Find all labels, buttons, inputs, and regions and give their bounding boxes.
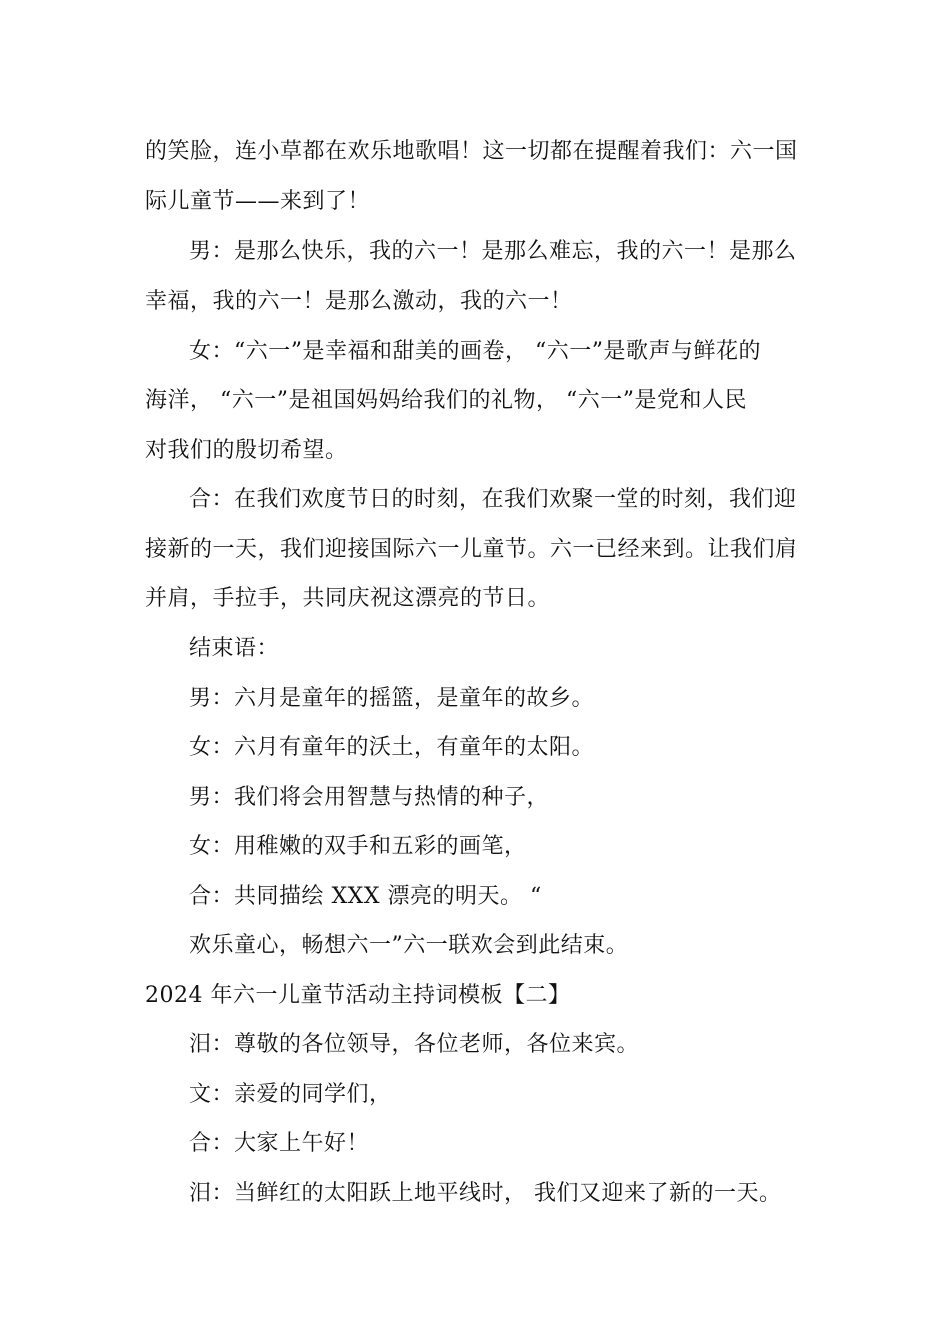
paragraph-line: 的笑脸，连小草都在欢乐地歌唱！这一切都在提醒着我们：六一国 xyxy=(145,139,798,164)
paragraph-line: 男：六月是童年的摇篮，是童年的故乡。 xyxy=(189,686,595,711)
paragraph-line: 对我们的殷切希望。 xyxy=(145,438,348,463)
paragraph-line: 文：亲爱的同学们， xyxy=(189,1082,392,1107)
paragraph-line: 男：我们将会用智慧与热情的种子， xyxy=(189,785,550,810)
paragraph-line: 女：六月有童年的沃土，有童年的太阳。 xyxy=(189,735,595,760)
paragraph-line: 合：在我们欢度节日的时刻，在我们欢聚一堂的时刻，我们迎 xyxy=(189,487,797,512)
paragraph-line: 合：共同描绘 XXX 漂亮的明天。 “ xyxy=(189,884,542,909)
paragraph-line: 汨：尊敬的各位领导，各位老师，各位来宾。 xyxy=(189,1032,640,1057)
paragraph-line: 汨：当鲜红的太阳跃上地平线时， 我们又迎来了新的一天。 xyxy=(189,1181,782,1206)
paragraph-line: 海洋， “六一”是祖国妈妈给我们的礼物， “六一”是党和人民 xyxy=(145,388,747,413)
paragraph-line: 欢乐童心，畅想六一”六一联欢会到此结束。 xyxy=(189,933,629,958)
paragraph-line: 幸福，我的六一！是那么激动，我的六一！ xyxy=(145,289,573,314)
paragraph-line: 合：大家上午好！ xyxy=(189,1131,370,1156)
paragraph-line: 女：用稚嫩的双手和五彩的画笔， xyxy=(189,834,527,859)
document-title: 2024 年六一儿童节活动主持词模板【二】 xyxy=(145,983,571,1008)
paragraph-line: 并肩，手拉手，共同庆祝这漂亮的节日。 xyxy=(145,586,551,611)
section-heading: 结束语： xyxy=(189,636,280,661)
paragraph-line: 女：“六一”是幸福和甜美的画卷， “六一”是歌声与鲜花的 xyxy=(189,339,761,364)
paragraph-line: 际儿童节——来到了！ xyxy=(145,189,371,214)
paragraph-line: 男：是那么快乐，我的六一！是那么难忘，我的六一！是那么 xyxy=(189,239,797,264)
paragraph-line: 接新的一天，我们迎接国际六一儿童节。六一已经来到。让我们肩 xyxy=(145,537,798,562)
